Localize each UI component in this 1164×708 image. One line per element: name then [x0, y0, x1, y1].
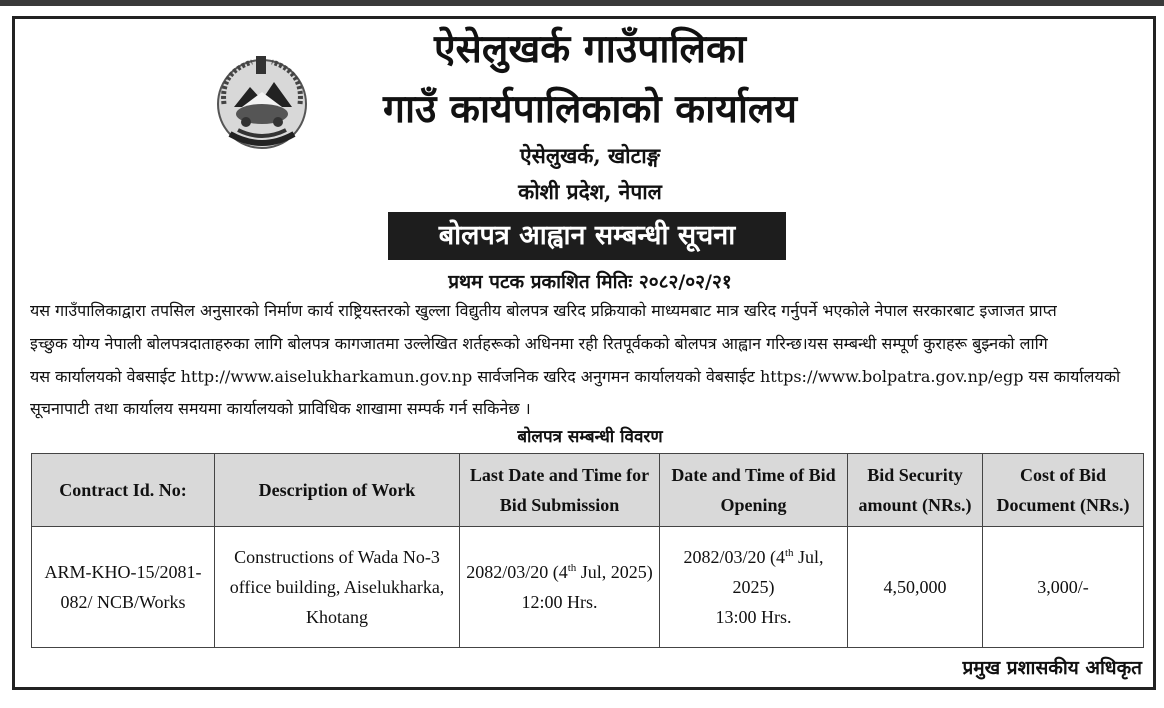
bid-details-table [31, 453, 1144, 648]
submission-date-suffix: th [567, 562, 577, 574]
opening-date-suffix: th [784, 547, 794, 559]
header-contract-id: Contract Id. No: [32, 454, 215, 527]
notice-body-line: यस कार्यालयको वेबसाईट http://www.aiselukharkamun.gov.np सार्वजनिक खरिद अनुगमन कार्यालयको वेबसाईट https://www.bolpatra.gov.np/egp यस कार्यालयको [30, 367, 1121, 386]
signatory-title: प्रमुख प्रशासकीय अधिकृत [962, 657, 1142, 679]
opening-time: 13:00 Hrs. [715, 607, 792, 627]
bid-details-title: बोलपत्र सम्बन्धी विवरण [517, 427, 663, 447]
table-row [32, 527, 1144, 648]
submission-date-rest: Jul, 2025) [576, 562, 653, 582]
submission-time: 12:00 Hrs. [521, 592, 598, 612]
header-document-cost: Cost of Bid Document (NRs.) [983, 454, 1144, 527]
office-name: गाउँ कार्यपालिकाको कार्यालय [383, 86, 797, 132]
header-opening-date: Date and Time of Bid Opening [660, 454, 848, 527]
published-date: प्रथम पटक प्रकाशित मितिः २०८२/०२/२१ [448, 271, 732, 293]
notice-body-line: इच्छुक योग्य नेपाली बोलपत्रदाताहरुका लागि बोलपत्र कागजातमा उल्लेखित शर्तहरूको अधिनमा रही रितपूर्वकको बोलपत्र आह्वान गरिन्छ।यस सम्बन्धी सम्पूर्ण कुराहरू बुझ्नको लागि [30, 334, 1048, 353]
notice-body-line: सूचनापाटी तथा कार्यालय समयमा कार्यालयको प्राविधिक शाखामा सम्पर्क गर्न सकिनेछ । [30, 399, 531, 418]
nepal-emblem-icon [212, 52, 312, 152]
submission-date: 2082/03/20 (4 [466, 562, 568, 582]
opening-date-cell [660, 527, 848, 648]
document-cost-cell: 3,000/- [983, 527, 1144, 648]
contract-id-cell: ARM-KHO-15/2081-082/ NCB/Works [32, 527, 215, 648]
notice-body-line: यस गाउँपालिकाद्वारा तपसिल अनुसारको निर्माण कार्य राष्ट्रियस्तरको खुल्ला विद्युतीय बोलपत्र खरिद प्रक्रियाको माध्यमबाट मात्र खरिद गर्नुपर्ने भएकोले नेपाल सरकारबाट इजाजत प्राप्त [30, 301, 1057, 320]
header-description: Description of Work [215, 454, 460, 527]
bid-security-cell: 4,50,000 [848, 527, 983, 648]
description-cell: Constructions of Wada No-3 office building, Aiselukharka, Khotang [215, 527, 460, 648]
top-border-bar [0, 0, 1164, 6]
table-header-row [32, 454, 1144, 527]
office-location: ऐसेलुखर्क, खोटाङ्ग [520, 143, 660, 168]
submission-date-cell [460, 527, 660, 648]
header-bid-security: Bid Security amount (NRs.) [848, 454, 983, 527]
municipality-name: ऐसेलुखर्क गाउँपालिका [433, 26, 747, 72]
header-submission-date: Last Date and Time for Bid Submission [460, 454, 660, 527]
notice-title-banner: बोलपत्र आह्वान सम्बन्धी सूचना [388, 212, 786, 260]
opening-date: 2082/03/20 (4 [683, 547, 785, 567]
office-province: कोशी प्रदेश, नेपाल [518, 179, 662, 204]
opening-date-rest: Jul, 2025) [732, 547, 824, 597]
